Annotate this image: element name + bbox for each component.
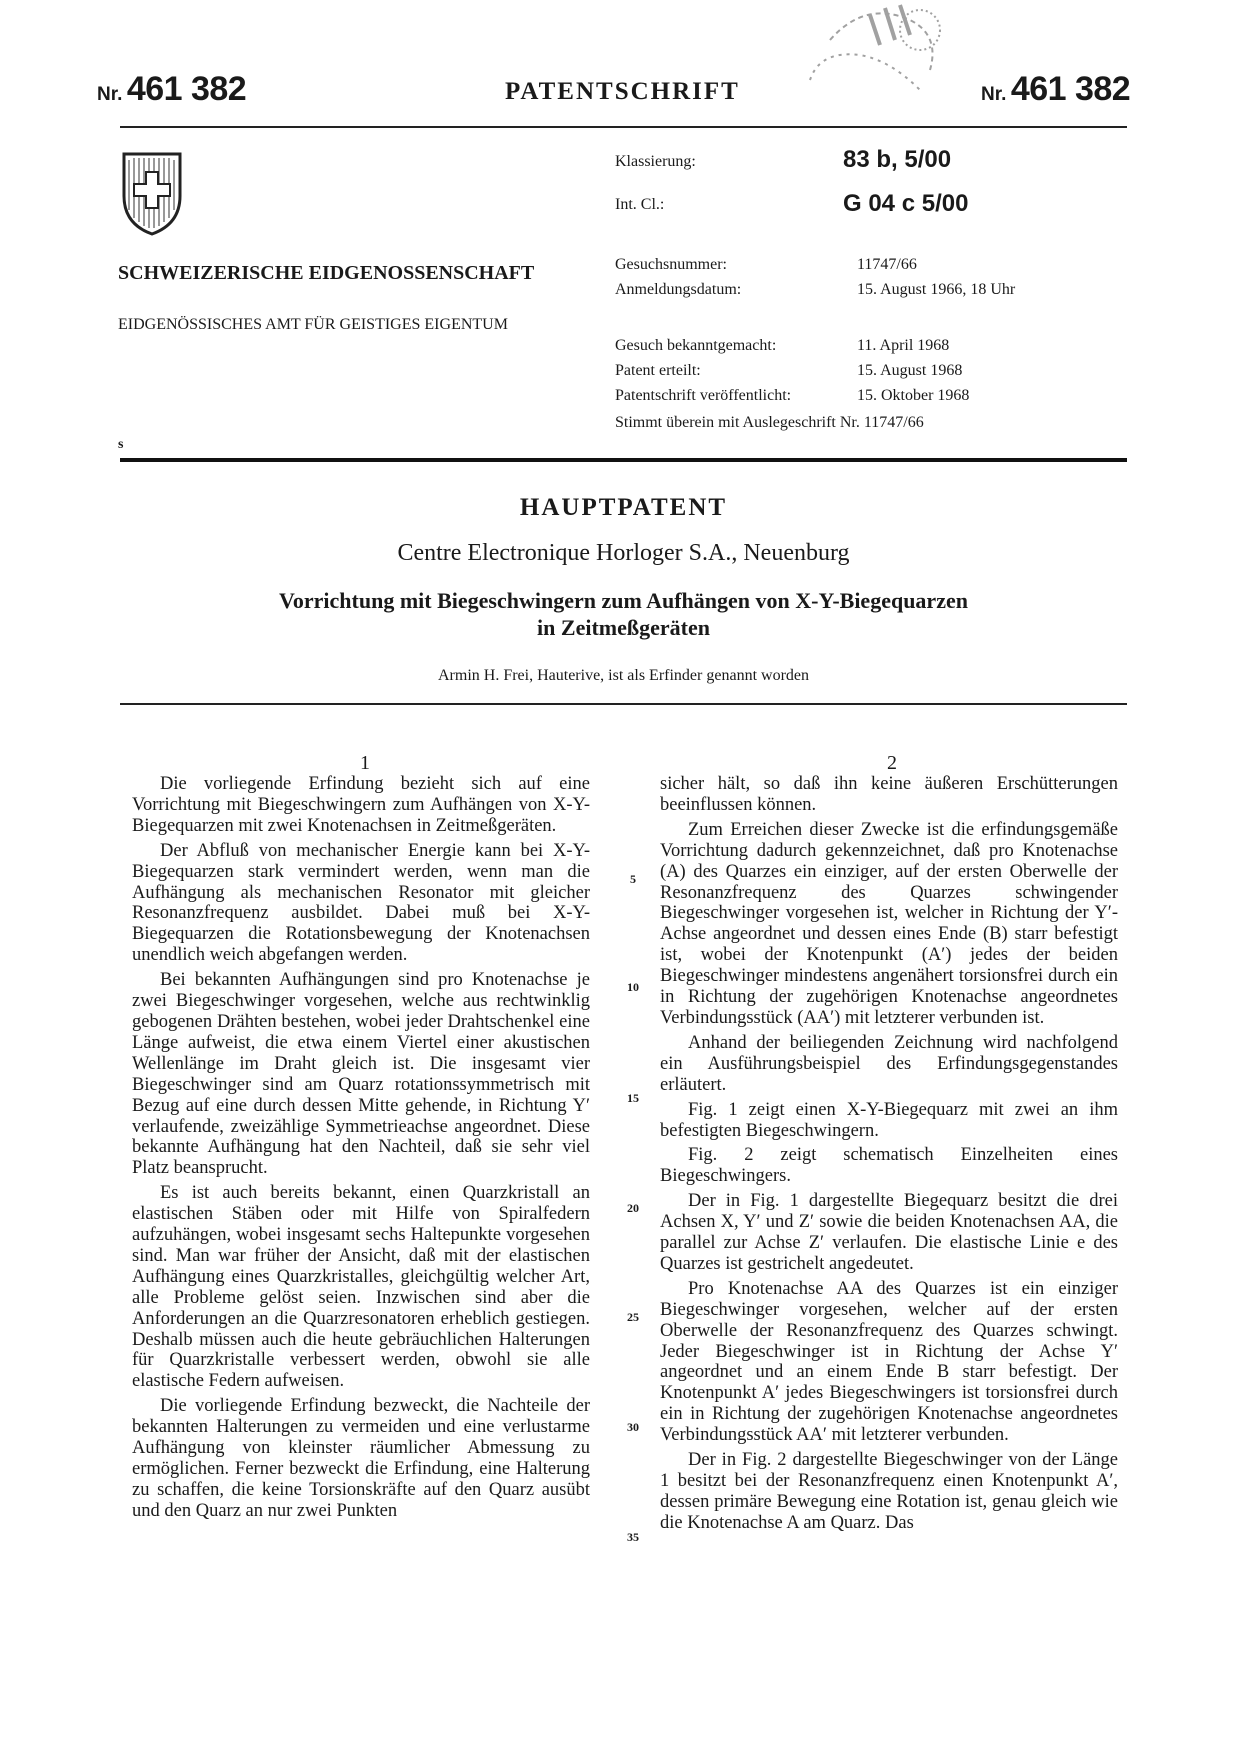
- nr-prefix: Nr.: [981, 84, 1007, 105]
- granted-value: 15. August 1968: [857, 362, 963, 379]
- paragraph: Es ist auch bereits bekannt, einen Quarzkristall an elastischen Stäben oder mit Hilfe von Spiralfedern aufzuhängen, wobei insgesamt sechs Haltepunkte vorgesehen sind. Man war früher der Ansicht, daß mit der elastischen Aufhängung eines Quarzkristalles, gleichgültig welcher Art, alle Probleme gelöst seien. Inzwischen sind aber die Anforderungen an die Quarzresonatoren erheblich gestiegen. Deshalb müssen auch die heute gebräuchlichen Halterungen für Quarzkristalle verbessert werden, obwohl sie alle elastische Federn aufweisen.: [132, 1183, 590, 1392]
- section-rule: [120, 458, 1127, 462]
- s-marker: s: [118, 437, 124, 452]
- invention-title-line1: Vorrichtung mit Biegeschwingern zum Aufhängen von X-Y-Biegequarzen: [279, 588, 968, 613]
- filing-date-label: Anmeldungsdatum:: [615, 281, 742, 298]
- column-number-1: 1: [360, 752, 370, 774]
- document-title: PATENTSCHRIFT: [505, 78, 740, 105]
- patent-type: HAUPTPATENT: [519, 494, 728, 521]
- line-number: 20: [627, 1201, 639, 1215]
- line-number: 25: [627, 1310, 639, 1324]
- auslegeschrift-note: Stimmt überein mit Auslegeschrift Nr. 11747/66: [615, 414, 924, 431]
- issued-label: Patentschrift veröffentlicht:: [615, 387, 792, 404]
- line-number: 10: [627, 980, 639, 994]
- granted-label: Patent erteilt:: [615, 362, 701, 379]
- inventor: Armin H. Frei, Hauterive, ist als Erfinder genannt worden: [437, 667, 809, 684]
- intcl-value: G 04 c 5/00: [843, 190, 969, 217]
- paragraph: Der in Fig. 1 dargestellte Biegequarz besitzt die drei Achsen X, Y′ und Z′ sowie die beiden Knotenachsen AA, die parallel zur Achse Z′ verlaufen. Die elastische Linie e des Quarzes ist gestrichelt angedeutet.: [660, 1191, 1118, 1274]
- line-number: 15: [627, 1091, 639, 1105]
- column-1: [132, 774, 590, 1526]
- header-rule: [120, 126, 1127, 128]
- organization-name: SCHWEIZERISCHE EIDGENOSSENSCHAFT: [118, 262, 535, 284]
- paragraph: Bei bekannten Aufhängungen sind pro Knotenachse je zwei Biegeschwinger vorgesehen, welche aus rechtwinklig gebogenen Drähten bestehen, wobei jeder Drahtschenkel eine Länge aufweist, die etwa einem Viertel einer akustischen Wellenlänge im Draht gleich ist. Die insgesamt vier Biegeschwinger sind am Quarz rotationssymmetrisch mit Bezug auf eine durch dessen Mitte gehende, in Richtung Y′ verlaufende, zweizählige Symmetrieachse angeordnet. Diese bekannte Aufhängung hat den Nachteil, daß sie sehr viel Platz beansprucht.: [132, 970, 590, 1179]
- paragraph: sicher hält, so daß ihn keine äußeren Erschütterungen beeinflussen können.: [660, 774, 1118, 815]
- published-label: Gesuch bekanntgemacht:: [615, 337, 777, 354]
- nr-prefix: Nr.: [97, 84, 123, 105]
- invention-title-line2: in Zeitmeßgeräten: [537, 615, 710, 640]
- paragraph: Der Abfluß von mechanischer Energie kann bei X-Y-Biegequarzen stark vermindert werden, wenn man die Aufhängung als mechanischen Resonator mit gleicher Resonanzfrequenz ausbildet. Dabei muß bei X-Y-Biegequarzen die Rotationsbewegung der Knotenachsen unendlich weich abgefangen werden.: [132, 840, 590, 966]
- issued-value: 15. Oktober 1968: [857, 387, 970, 404]
- paragraph: Fig. 2 zeigt schematisch Einzelheiten eines Biegeschwingers.: [660, 1145, 1118, 1187]
- patent-number-left: [97, 70, 246, 109]
- column-2: [660, 774, 1118, 1538]
- patent-number-right: [981, 70, 1130, 109]
- application-number-value: 11747/66: [857, 256, 917, 273]
- line-number: 5: [630, 872, 636, 886]
- klassierung-value: 83 b, 5/00: [843, 146, 952, 173]
- paragraph: Zum Erreichen dieser Zwecke ist die erfindungsgemäße Vorrichtung dadurch gekennzeichnet, daß pro Knotenachse (A) des Quarzes ein einziger, auf der ersten Oberwelle der Resonanzfrequenz des Quarzes schwingender Biegeschwinger vorgesehen ist, welcher in Richtung der Y′-Achse angeordnet und dessen eines Ende (B) starr befestigt ist, wobei der Knotenpunkt (A′) jedes der beiden Biegeschwinger mindestens angenähert torsionsfrei durch ein in Richtung der zugehörigen Knotenachse angeordnetes Verbindungsstück (AA′) mit letzterer verbunden ist.: [660, 819, 1118, 1028]
- title-rule: [120, 703, 1127, 705]
- paragraph: Pro Knotenachse AA des Quarzes ist ein einziger Biegeschwinger vorgesehen, welcher auf der ersten Oberwelle der Resonanzfrequenz des Quarzes schwingt. Jeder Biegeschwinger ist in Richtung der Achse Y′ angeordnet und an einem Ende B starr befestigt. Der Knotenpunkt A′ jedes Biegeschwingers ist torsionsfrei durch ein in Richtung der zugehörigen Knotenachse angeordnetes Verbindungsstück AA′ mit letzterer verbunden.: [660, 1278, 1118, 1446]
- paragraph: Die vorliegende Erfindung bezieht sich auf eine Vorrichtung mit Biegeschwingern zum Aufhängen von X-Y-Biegequarzen mit zwei Knotenachsen in Zeitmeßgeräten.: [132, 774, 590, 836]
- klassierung-label: Klassierung:: [615, 153, 696, 170]
- office-stamp: [770, 0, 960, 105]
- patent-number: 461 382: [126, 70, 247, 108]
- paragraph: Der in Fig. 2 dargestellte Biegeschwinger von der Länge 1 besitzt bei der Resonanzfrequenz einen Knotenpunkt A′, dessen primäre Bewegung eine Rotation ist, genau gleich wie die Knotenachse A am Quarz. Das: [660, 1450, 1118, 1533]
- application-number-label: Gesuchsnummer:: [615, 256, 727, 273]
- swiss-coat-of-arms: [120, 150, 184, 236]
- paragraph: Anhand der beiliegenden Zeichnung wird nachfolgend ein Ausführungsbeispiel des Erfindungsgegenstandes erläutert.: [660, 1032, 1118, 1095]
- paragraph: Fig. 1 zeigt einen X-Y-Biegequarz mit zwei an ihm befestigten Biegeschwingern.: [660, 1099, 1118, 1141]
- intcl-label: Int. Cl.:: [615, 196, 665, 213]
- applicant: Centre Electronique Horloger S.A., Neuenburg: [397, 540, 850, 566]
- column-number-2: 2: [887, 752, 897, 774]
- organization-office: EIDGENÖSSISCHES AMT FÜR GEISTIGES EIGENTUM: [118, 316, 508, 333]
- filing-date-value: 15. August 1966, 18 Uhr: [857, 281, 1016, 298]
- patent-number: 461 382: [1010, 70, 1131, 108]
- paragraph: Die vorliegende Erfindung bezweckt, die Nachteile der bekannten Halterungen zu vermeiden und eine verlustarme Aufhängung von kleinster räumlicher Abmessung zu ermöglichen. Ferner bezweckt die Erfindung, eine Halterung zu schaffen, die keine Torsionskräfte auf den Quarz ausübt und den Quarz an nur zwei Punkten: [132, 1396, 590, 1521]
- published-value: 11. April 1968: [857, 337, 950, 354]
- line-number: 30: [627, 1420, 639, 1434]
- line-number: 35: [627, 1530, 639, 1544]
